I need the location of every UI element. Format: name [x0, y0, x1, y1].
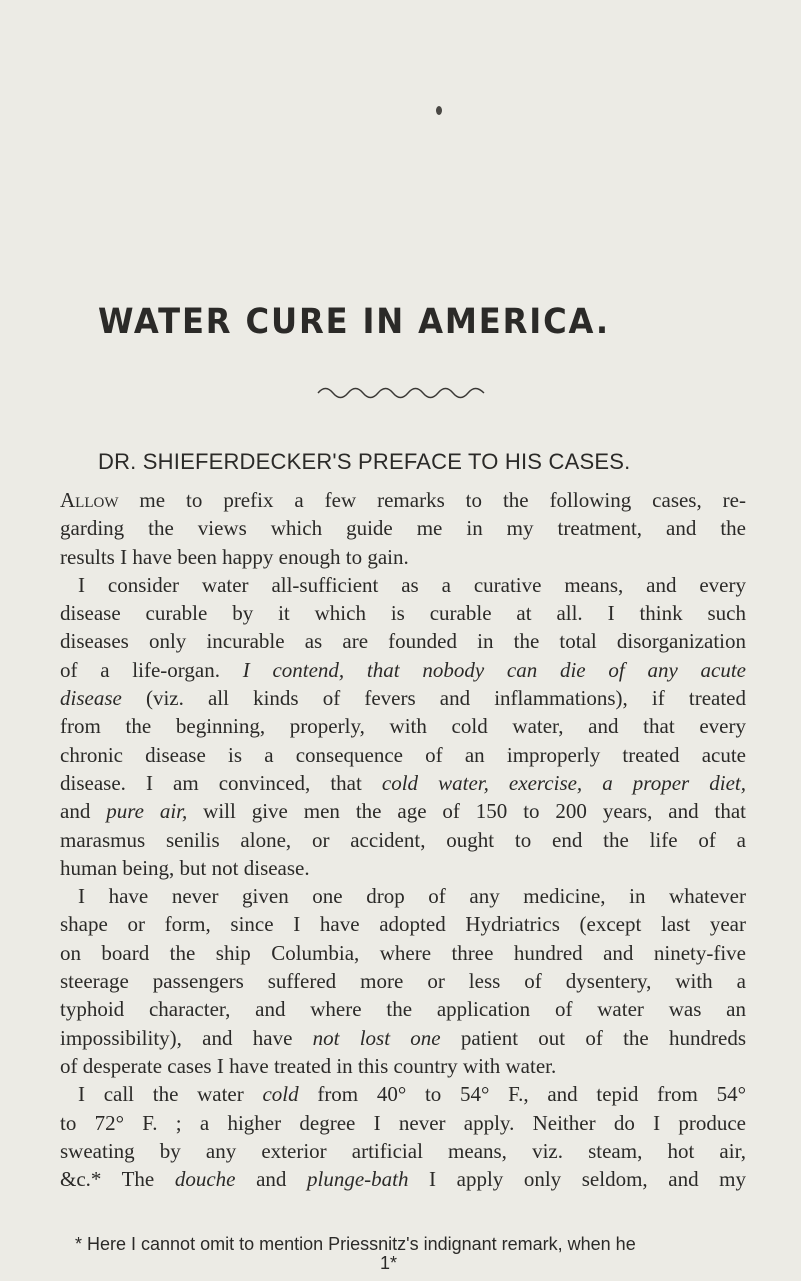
text-line: from the beginning, properly, with cold water, and that every [60, 714, 746, 739]
text-line: of desperate cases I have treated in this country with water. [60, 1053, 557, 1078]
footnote: * Here I cannot omit to mention Priessnitz's indignant remark, when he [75, 1234, 636, 1254]
text-line: &c.* The douche and plunge-bath I apply only seldom, and my [60, 1167, 746, 1192]
text-line: I call the water cold from 40° to 54° F., and tepid from 54° [78, 1082, 747, 1107]
text-line: human being, but not disease. [60, 855, 310, 880]
text-line: garding the views which guide me in my treatment, and the [60, 516, 746, 541]
text-line: disease (viz. all kinds of fevers and inflammations), if treated [60, 686, 746, 711]
text-line: to 72° F. ; a higher degree I never apply. Neither do I produce [60, 1110, 746, 1135]
wavy-rule-ornament [316, 384, 486, 400]
text-line: and pure air, will give men the age of 150 to 200 years, and that [60, 799, 746, 824]
text-line: results I have been happy enough to gain. [60, 544, 409, 569]
text-line: shape or form, since I have adopted Hydriatrics (except last year [60, 912, 746, 937]
text-line: steerage passengers suffered more or less of dysentery, with a [60, 969, 746, 994]
text-line: Allow me to prefix a few remarks to the following cases, re- [60, 488, 746, 512]
text-line: typhoid character, and where the application of water was an [60, 997, 746, 1022]
text-line: impossibility), and have not lost one patient out of the hundreds [60, 1025, 746, 1050]
text-line: on board the ship Columbia, where three hundred and ninety-five [60, 940, 746, 965]
text-line: I consider water all-sufficient as a curative means, and every [78, 572, 746, 597]
text-line: I have never given one drop of any medicine, in whatever [78, 884, 746, 909]
signature-mark: 1* [380, 1253, 398, 1273]
text-line: disease curable by it which is curable at all. I think such [60, 601, 746, 626]
body-text [60, 486, 746, 1193]
text-line: diseases only incurable as are founded in the total disorganization [60, 629, 746, 654]
text-line: marasmus senilis alone, or accident, ought to end the life of a [60, 827, 746, 852]
ink-speck [436, 106, 442, 115]
text-line: of a life-organ. I contend, that nobody can die of any acute [60, 657, 746, 682]
text-line: disease. I am convinced, that cold water, exercise, a proper diet, [60, 770, 746, 795]
text-line: sweating by any exterior artificial means, viz. steam, hot air, [60, 1138, 746, 1163]
page-title: WATER CURE IN AMERICA. [98, 302, 610, 342]
section-heading: DR. SHIEFERDECKER'S PREFACE TO HIS CASES. [98, 449, 631, 474]
text-line: chronic disease is a consequence of an improperly treated acute [60, 742, 746, 767]
